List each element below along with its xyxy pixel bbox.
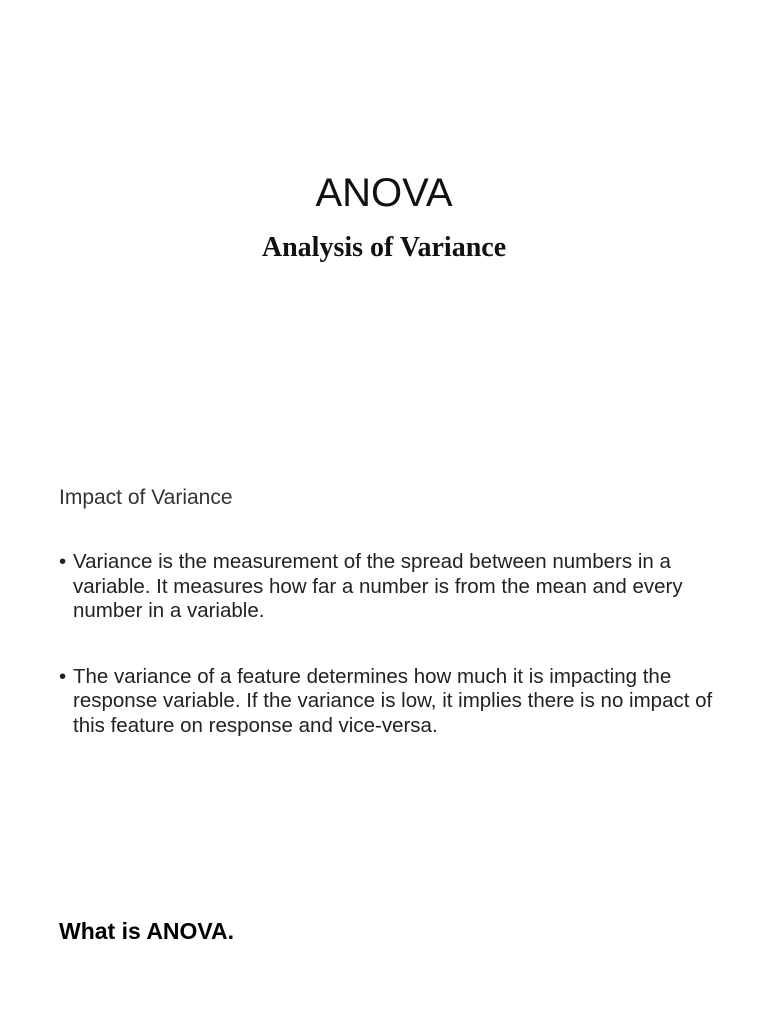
slide-subtitle: Analysis of Variance [261, 232, 507, 263]
bullet-item [59, 665, 719, 739]
bullet-list [59, 550, 719, 779]
bullet-text: The variance of a feature determines how much it is impacting the response variable. If the variance is low, it implies there is no impact of this feature on response and vice-versa. [73, 664, 713, 737]
section-heading: Impact of Variance [59, 486, 233, 509]
bullet-text: Variance is the measurement of the spread between numbers in a variable. It measures how far a number is from the mean and every number in a variable. [73, 550, 683, 622]
bullet-marker-icon: • [59, 664, 67, 688]
bullet-item [59, 550, 719, 624]
bullet-marker-icon: • [59, 550, 67, 573]
slide-title: ANOVA [315, 171, 453, 215]
next-slide-heading: What is ANOVA. [59, 918, 235, 944]
